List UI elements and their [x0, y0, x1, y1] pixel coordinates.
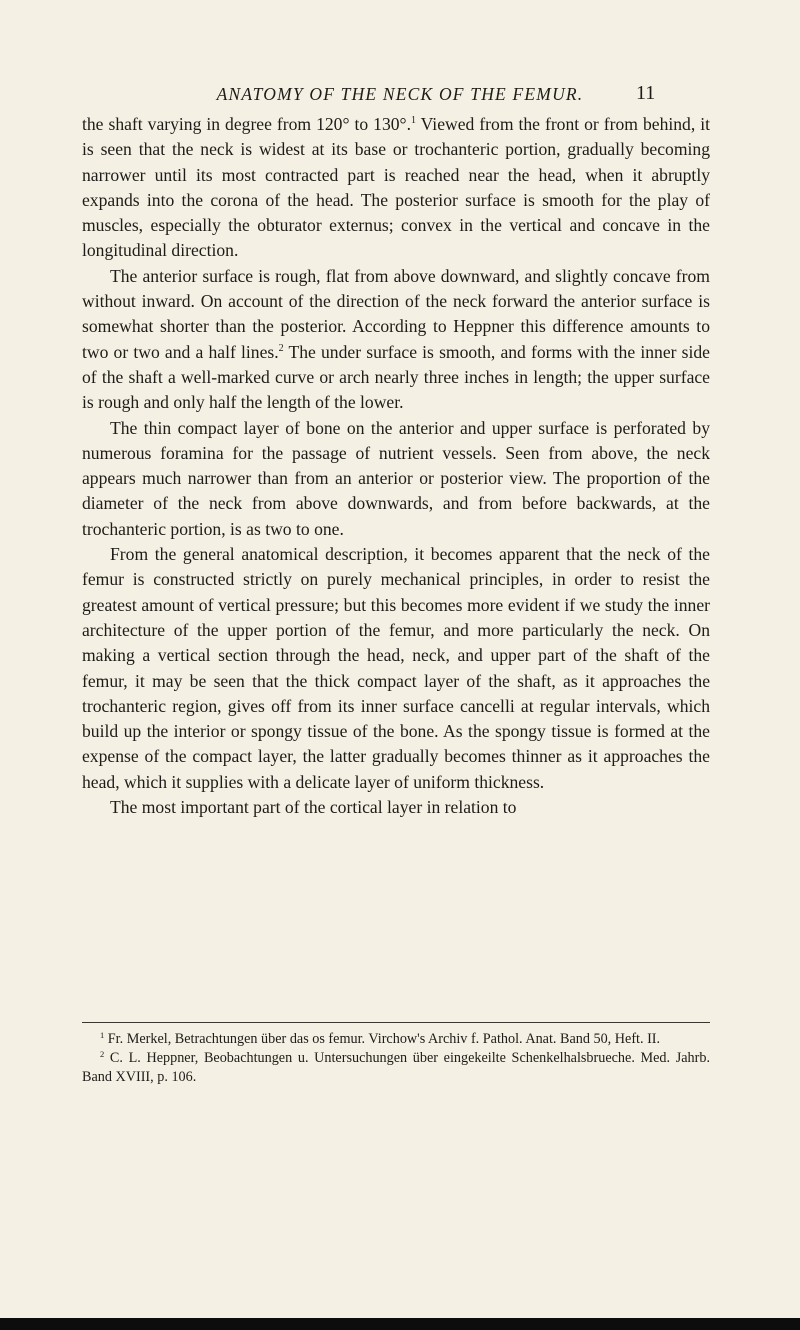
footnote-2 [82, 1049, 710, 1087]
scan-edge-bar [0, 1318, 800, 1330]
footnote-2-text: C. L. Heppner, Beobachtungen u. Untersuchungen über eingekeilte Schenkelhalsbrueche. Med. Jahrb. Band XVIII, p. 106. [82, 1050, 711, 1085]
footnote-1-text: Fr. Merkel, Betrachtungen über das os femur. Virchow's Archiv f. Pathol. Anat. Band 50, Heft. II. [107, 1031, 661, 1047]
paragraph-2-text-continued: The under surface is smooth, and forms with the inner side of the shaft a well-marked curve or arch nearly three inches in length; the upper surface is rough and only half the length of the lower. [82, 341, 710, 413]
paragraph-1 [82, 112, 710, 264]
footnote-1 [82, 1030, 710, 1049]
footnote-divider [82, 1022, 710, 1023]
page-number: 11 [636, 82, 656, 104]
footnote-ref-2: 2 [278, 342, 284, 354]
paragraph-3: The thin compact layer of bone on the anterior and upper surface is perforated by numerous foramina for the passage of nutrient vessels. Seen from above, the neck appears much narrower than from an anterior or posterior view. The proportion of the diameter of the neck from above downwards, and from before backwards, at the trochanteric portion, is as two to one. [82, 417, 710, 539]
footnotes [82, 1030, 710, 1087]
paragraph-4: From the general anatomical description, it becomes apparent that the neck of the femur is constructed strictly on purely mechanical principles, in order to resist the greatest amount of vertical pressure; but this becomes more evident if we study the inner architecture of the upper portion of the femur, and more particularly the neck. On making a vertical section through the head, neck, and upper part of the shaft of the femur, it may be seen that the thick compact layer of the shaft, as it approaches the trochanteric region, gives off from its inner surface cancelli at regular intervals, which build up the interior or spongy tissue of the bone. As the spongy tissue is formed at the expense of the compact layer, the latter gradually becomes thinner as it approaches the head, which it supplies with a delicate layer of uniform thickness. [82, 544, 710, 792]
body-text [82, 112, 710, 820]
paragraph-5: The most important part of the cortical layer in relation to [110, 797, 517, 818]
running-title: ANATOMY OF THE NECK OF THE FEMUR. [216, 84, 584, 104]
footnote-2-marker: 2 [100, 1049, 105, 1059]
footnote-ref-1: 1 [411, 115, 416, 126]
paragraph-1-text-continued: Viewed from the front or from behind, it is seen that the neck is widest at its base or trochanteric portion, gradually becoming narrower until its most contracted part is reached near the head, when it abruptly expands into the corona of the head. The posterior surface is smooth for the play of muscles, especially the obturator externus; convex in the vertical and concave in the longitudinal direction. [82, 114, 710, 261]
paragraph-2-text: The anterior surface is rough, flat from above downward, and slightly concave from without inward. On account of the direction of the neck forward the anterior surface is somewhat shorter than the posterior. According to Heppner this difference amounts to two or two and a half lines. [82, 265, 710, 362]
paragraph-2 [82, 264, 710, 416]
paragraph-1-text: the shaft varying in degree from 120° to 130°. [82, 114, 411, 134]
footnote-1-marker: 1 [100, 1030, 105, 1040]
